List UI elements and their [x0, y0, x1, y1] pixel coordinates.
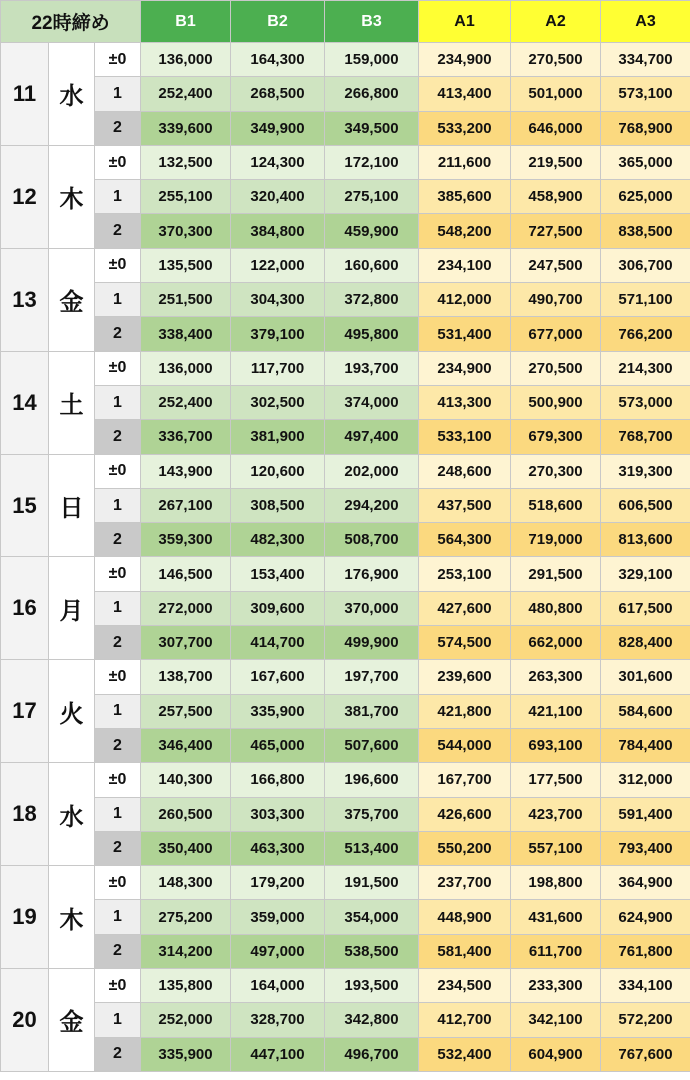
- level-label: 1: [95, 283, 141, 317]
- price-cell: 421,100: [511, 694, 601, 728]
- day-number: 11: [1, 43, 49, 146]
- table-row: [1, 831, 690, 865]
- header-a2: A2: [511, 1, 601, 43]
- day-number: 15: [1, 454, 49, 557]
- price-cell: 423,700: [511, 797, 601, 831]
- price-cell: 379,100: [231, 317, 325, 351]
- price-cell: 646,000: [511, 111, 601, 145]
- header-b2: B2: [231, 1, 325, 43]
- price-cell: 518,600: [511, 488, 601, 522]
- price-cell: 302,500: [231, 385, 325, 419]
- price-cell: 625,000: [601, 180, 690, 214]
- price-cell: 463,300: [231, 831, 325, 865]
- price-cell: 500,900: [511, 385, 601, 419]
- price-cell: 117,700: [231, 351, 325, 385]
- day-number: 18: [1, 763, 49, 866]
- price-cell: 548,200: [419, 214, 511, 248]
- price-cell: 179,200: [231, 866, 325, 900]
- table-row: [1, 248, 690, 282]
- price-cell: 571,100: [601, 283, 690, 317]
- price-cell: 427,600: [419, 591, 511, 625]
- price-cell: 497,400: [325, 420, 419, 454]
- price-cell: 132,500: [141, 145, 231, 179]
- price-cell: 497,000: [231, 934, 325, 968]
- price-cell: 693,100: [511, 728, 601, 762]
- price-cell: 307,700: [141, 626, 231, 660]
- price-cell: 458,900: [511, 180, 601, 214]
- price-cell: 211,600: [419, 145, 511, 179]
- price-cell: 533,100: [419, 420, 511, 454]
- header-b1: B1: [141, 1, 231, 43]
- level-label: ±0: [95, 351, 141, 385]
- price-cell: 413,300: [419, 385, 511, 419]
- table-row: [1, 214, 690, 248]
- price-cell: 813,600: [601, 523, 690, 557]
- table-row: [1, 317, 690, 351]
- header-a1: A1: [419, 1, 511, 43]
- price-cell: 328,700: [231, 1003, 325, 1037]
- weekday: 日: [49, 454, 95, 557]
- price-cell: 611,700: [511, 934, 601, 968]
- table-row: [1, 591, 690, 625]
- price-cell: 490,700: [511, 283, 601, 317]
- table-row: [1, 454, 690, 488]
- price-cell: 591,400: [601, 797, 690, 831]
- table-row: [1, 180, 690, 214]
- price-cell: 334,100: [601, 969, 690, 1003]
- price-cell: 234,500: [419, 969, 511, 1003]
- price-cell: 334,700: [601, 43, 690, 77]
- price-cell: 234,100: [419, 248, 511, 282]
- price-cell: 268,500: [231, 77, 325, 111]
- price-cell: 437,500: [419, 488, 511, 522]
- price-cell: 677,000: [511, 317, 601, 351]
- price-cell: 122,000: [231, 248, 325, 282]
- price-cell: 143,900: [141, 454, 231, 488]
- table-row: [1, 351, 690, 385]
- price-cell: 447,100: [231, 1037, 325, 1071]
- price-cell: 617,500: [601, 591, 690, 625]
- table-body: [1, 43, 690, 1072]
- price-cell: 564,300: [419, 523, 511, 557]
- price-cell: 214,300: [601, 351, 690, 385]
- level-label: 2: [95, 111, 141, 145]
- price-cell: 828,400: [601, 626, 690, 660]
- price-cell: 335,900: [141, 1037, 231, 1071]
- price-cell: 679,300: [511, 420, 601, 454]
- price-cell: 148,300: [141, 866, 231, 900]
- table-row: [1, 969, 690, 1003]
- price-cell: 784,400: [601, 728, 690, 762]
- price-cell: 766,200: [601, 317, 690, 351]
- price-cell: 314,200: [141, 934, 231, 968]
- price-cell: 320,400: [231, 180, 325, 214]
- level-label: ±0: [95, 43, 141, 77]
- price-cell: 421,800: [419, 694, 511, 728]
- price-cell: 374,000: [325, 385, 419, 419]
- price-cell: 263,300: [511, 660, 601, 694]
- price-cell: 496,700: [325, 1037, 419, 1071]
- price-cell: 768,900: [601, 111, 690, 145]
- table-row: [1, 523, 690, 557]
- level-label: ±0: [95, 660, 141, 694]
- day-number: 16: [1, 557, 49, 660]
- price-cell: 426,600: [419, 797, 511, 831]
- level-label: 2: [95, 831, 141, 865]
- header-b3: B3: [325, 1, 419, 43]
- table-row: [1, 797, 690, 831]
- price-cell: 247,500: [511, 248, 601, 282]
- price-cell: 196,600: [325, 763, 419, 797]
- price-cell: 135,800: [141, 969, 231, 1003]
- price-cell: 365,000: [601, 145, 690, 179]
- header-row: [1, 1, 690, 43]
- price-cell: 544,000: [419, 728, 511, 762]
- price-cell: 167,700: [419, 763, 511, 797]
- price-cell: 294,200: [325, 488, 419, 522]
- price-cell: 557,100: [511, 831, 601, 865]
- header-a3: A3: [601, 1, 690, 43]
- level-label: 2: [95, 317, 141, 351]
- price-cell: 248,600: [419, 454, 511, 488]
- level-label: 2: [95, 523, 141, 557]
- price-cell: 239,600: [419, 660, 511, 694]
- price-cell: 375,700: [325, 797, 419, 831]
- price-cell: 573,100: [601, 77, 690, 111]
- price-cell: 412,000: [419, 283, 511, 317]
- price-cell: 459,900: [325, 214, 419, 248]
- day-number: 19: [1, 866, 49, 969]
- price-cell: 136,000: [141, 351, 231, 385]
- price-cell: 359,000: [231, 900, 325, 934]
- price-cell: 573,000: [601, 385, 690, 419]
- weekday: 金: [49, 248, 95, 351]
- level-label: 1: [95, 900, 141, 934]
- day-number: 14: [1, 351, 49, 454]
- level-label: 1: [95, 591, 141, 625]
- level-label: 2: [95, 934, 141, 968]
- table-row: [1, 1037, 690, 1071]
- price-cell: 532,400: [419, 1037, 511, 1071]
- table-row: [1, 866, 690, 900]
- price-cell: 166,800: [231, 763, 325, 797]
- price-cell: 308,500: [231, 488, 325, 522]
- price-cell: 329,100: [601, 557, 690, 591]
- weekday: 土: [49, 351, 95, 454]
- table-title: 22時締め: [1, 1, 141, 43]
- price-cell: 604,900: [511, 1037, 601, 1071]
- price-cell: 159,000: [325, 43, 419, 77]
- price-cell: 191,500: [325, 866, 419, 900]
- price-cell: 252,000: [141, 1003, 231, 1037]
- price-cell: 413,400: [419, 77, 511, 111]
- price-cell: 267,100: [141, 488, 231, 522]
- price-cell: 167,600: [231, 660, 325, 694]
- price-cell: 550,200: [419, 831, 511, 865]
- price-cell: 260,500: [141, 797, 231, 831]
- price-cell: 336,700: [141, 420, 231, 454]
- weekday: 木: [49, 145, 95, 248]
- price-cell: 538,500: [325, 934, 419, 968]
- price-cell: 662,000: [511, 626, 601, 660]
- price-cell: 309,600: [231, 591, 325, 625]
- level-label: ±0: [95, 557, 141, 591]
- level-label: ±0: [95, 454, 141, 488]
- price-cell: 275,200: [141, 900, 231, 934]
- price-cell: 164,300: [231, 43, 325, 77]
- level-label: ±0: [95, 866, 141, 900]
- table-row: [1, 43, 690, 77]
- price-cell: 270,500: [511, 351, 601, 385]
- level-label: 2: [95, 214, 141, 248]
- price-cell: 346,400: [141, 728, 231, 762]
- price-cell: 370,000: [325, 591, 419, 625]
- price-cell: 198,800: [511, 866, 601, 900]
- table-row: [1, 557, 690, 591]
- price-cell: 624,900: [601, 900, 690, 934]
- price-cell: 761,800: [601, 934, 690, 968]
- day-number: 13: [1, 248, 49, 351]
- price-cell: 153,400: [231, 557, 325, 591]
- price-cell: 499,900: [325, 626, 419, 660]
- day-number: 12: [1, 145, 49, 248]
- price-cell: 234,900: [419, 351, 511, 385]
- price-cell: 606,500: [601, 488, 690, 522]
- price-cell: 237,700: [419, 866, 511, 900]
- price-cell: 275,100: [325, 180, 419, 214]
- level-label: 1: [95, 694, 141, 728]
- level-label: 2: [95, 728, 141, 762]
- price-cell: 266,800: [325, 77, 419, 111]
- price-cell: 381,700: [325, 694, 419, 728]
- price-cell: 354,000: [325, 900, 419, 934]
- weekday: 木: [49, 866, 95, 969]
- price-cell: 193,500: [325, 969, 419, 1003]
- price-cell: 172,100: [325, 145, 419, 179]
- level-label: ±0: [95, 145, 141, 179]
- day-number: 17: [1, 660, 49, 763]
- level-label: 1: [95, 77, 141, 111]
- price-cell: 233,300: [511, 969, 601, 1003]
- price-cell: 381,900: [231, 420, 325, 454]
- price-cell: 385,600: [419, 180, 511, 214]
- price-cell: 793,400: [601, 831, 690, 865]
- price-cell: 124,300: [231, 145, 325, 179]
- level-label: 1: [95, 1003, 141, 1037]
- price-cell: 372,800: [325, 283, 419, 317]
- level-label: 2: [95, 420, 141, 454]
- level-label: ±0: [95, 248, 141, 282]
- price-cell: 495,800: [325, 317, 419, 351]
- table-row: [1, 111, 690, 145]
- price-cell: 719,000: [511, 523, 601, 557]
- price-cell: 414,700: [231, 626, 325, 660]
- level-label: 2: [95, 626, 141, 660]
- price-cell: 572,200: [601, 1003, 690, 1037]
- table-row: [1, 283, 690, 317]
- price-cell: 270,300: [511, 454, 601, 488]
- table-row: [1, 763, 690, 797]
- price-cell: 359,300: [141, 523, 231, 557]
- table-row: [1, 1003, 690, 1037]
- price-cell: 533,200: [419, 111, 511, 145]
- price-cell: 370,300: [141, 214, 231, 248]
- level-label: ±0: [95, 969, 141, 1003]
- level-label: 2: [95, 1037, 141, 1071]
- price-cell: 301,600: [601, 660, 690, 694]
- weekday: 火: [49, 660, 95, 763]
- table-row: [1, 420, 690, 454]
- price-cell: 768,700: [601, 420, 690, 454]
- price-cell: 253,100: [419, 557, 511, 591]
- price-cell: 257,500: [141, 694, 231, 728]
- price-cell: 349,900: [231, 111, 325, 145]
- level-label: 1: [95, 180, 141, 214]
- price-cell: 465,000: [231, 728, 325, 762]
- price-cell: 270,500: [511, 43, 601, 77]
- price-cell: 164,000: [231, 969, 325, 1003]
- table-row: [1, 694, 690, 728]
- price-cell: 193,700: [325, 351, 419, 385]
- price-cell: 339,600: [141, 111, 231, 145]
- price-cell: 431,600: [511, 900, 601, 934]
- table-row: [1, 145, 690, 179]
- price-cell: 304,300: [231, 283, 325, 317]
- price-cell: 342,100: [511, 1003, 601, 1037]
- price-cell: 574,500: [419, 626, 511, 660]
- price-cell: 480,800: [511, 591, 601, 625]
- price-cell: 272,000: [141, 591, 231, 625]
- weekday: 金: [49, 969, 95, 1072]
- table-row: [1, 77, 690, 111]
- price-cell: 160,600: [325, 248, 419, 282]
- price-cell: 252,400: [141, 77, 231, 111]
- price-cell: 584,600: [601, 694, 690, 728]
- price-cell: 136,000: [141, 43, 231, 77]
- price-cell: 312,000: [601, 763, 690, 797]
- price-cell: 219,500: [511, 145, 601, 179]
- weekday: 水: [49, 763, 95, 866]
- level-label: 1: [95, 797, 141, 831]
- price-cell: 384,800: [231, 214, 325, 248]
- table-row: [1, 728, 690, 762]
- price-cell: 838,500: [601, 214, 690, 248]
- price-cell: 140,300: [141, 763, 231, 797]
- table-row: [1, 934, 690, 968]
- price-cell: 482,300: [231, 523, 325, 557]
- price-cell: 255,100: [141, 180, 231, 214]
- table-row: [1, 385, 690, 419]
- price-cell: 507,600: [325, 728, 419, 762]
- price-cell: 350,400: [141, 831, 231, 865]
- price-cell: 342,800: [325, 1003, 419, 1037]
- price-cell: 448,900: [419, 900, 511, 934]
- price-cell: 291,500: [511, 557, 601, 591]
- price-cell: 335,900: [231, 694, 325, 728]
- price-cell: 177,500: [511, 763, 601, 797]
- price-cell: 303,300: [231, 797, 325, 831]
- price-cell: 508,700: [325, 523, 419, 557]
- price-cell: 202,000: [325, 454, 419, 488]
- price-cell: 306,700: [601, 248, 690, 282]
- price-cell: 120,600: [231, 454, 325, 488]
- price-cell: 412,700: [419, 1003, 511, 1037]
- price-cell: 234,900: [419, 43, 511, 77]
- weekday: 水: [49, 43, 95, 146]
- weekday: 月: [49, 557, 95, 660]
- table-row: [1, 900, 690, 934]
- price-cell: 364,900: [601, 866, 690, 900]
- price-cell: 197,700: [325, 660, 419, 694]
- price-cell: 251,500: [141, 283, 231, 317]
- price-cell: 135,500: [141, 248, 231, 282]
- price-cell: 767,600: [601, 1037, 690, 1071]
- table-row: [1, 660, 690, 694]
- price-cell: 513,400: [325, 831, 419, 865]
- price-cell: 727,500: [511, 214, 601, 248]
- price-cell: 349,500: [325, 111, 419, 145]
- price-cell: 531,400: [419, 317, 511, 351]
- price-cell: 176,900: [325, 557, 419, 591]
- price-cell: 501,000: [511, 77, 601, 111]
- price-cell: 581,400: [419, 934, 511, 968]
- day-number: 20: [1, 969, 49, 1072]
- price-cell: 146,500: [141, 557, 231, 591]
- level-label: 1: [95, 385, 141, 419]
- price-cell: 138,700: [141, 660, 231, 694]
- price-cell: 252,400: [141, 385, 231, 419]
- table-row: [1, 488, 690, 522]
- price-cell: 319,300: [601, 454, 690, 488]
- level-label: 1: [95, 488, 141, 522]
- level-label: ±0: [95, 763, 141, 797]
- price-cell: 338,400: [141, 317, 231, 351]
- table-row: [1, 626, 690, 660]
